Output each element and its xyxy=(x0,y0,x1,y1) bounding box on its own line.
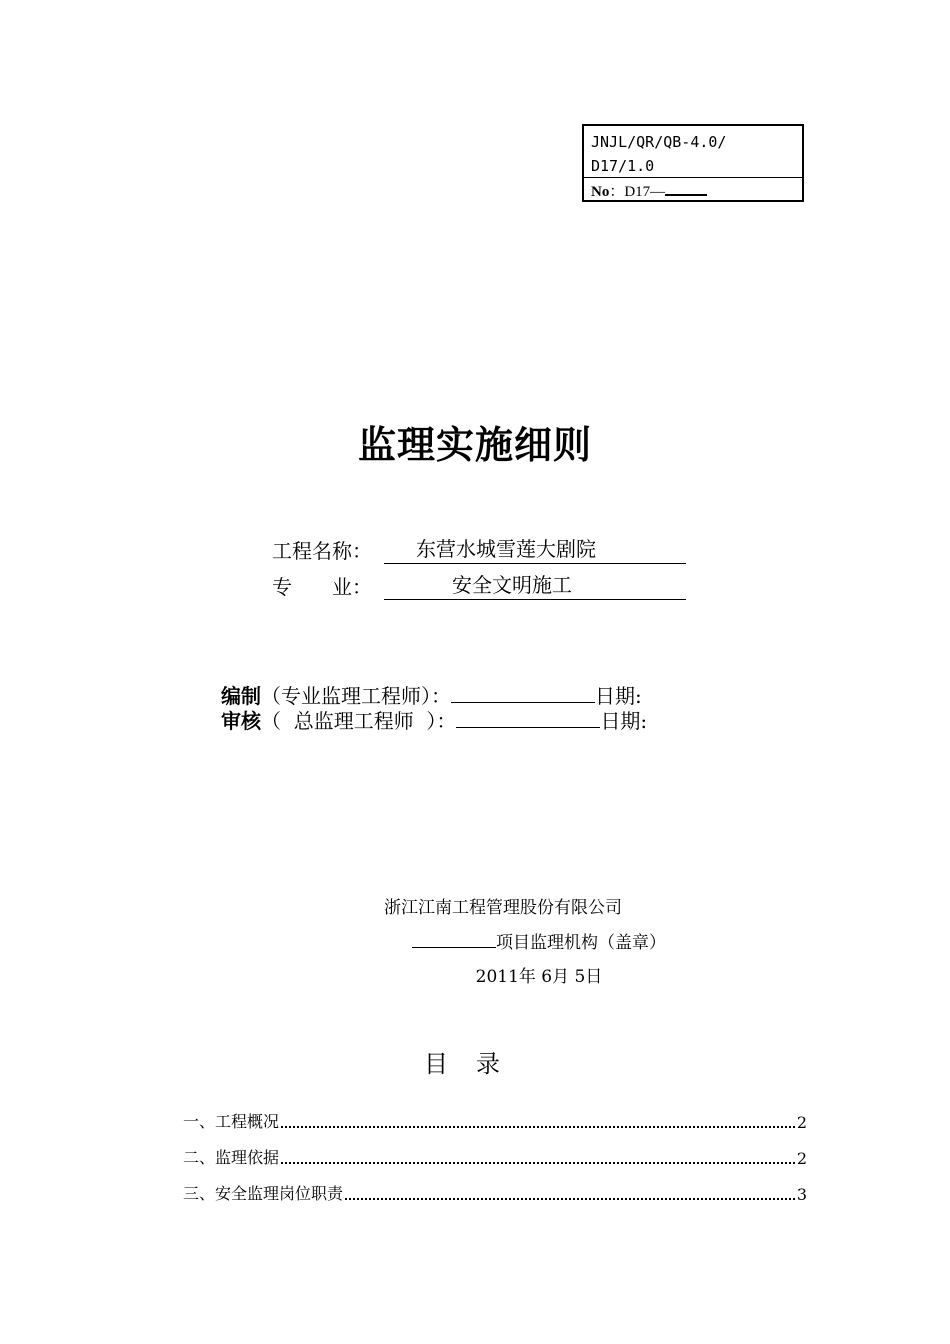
compile-role: （专业监理工程师）： xyxy=(261,684,451,708)
review-signature-row xyxy=(221,707,647,733)
toc-item[interactable] xyxy=(183,1110,807,1132)
review-blank xyxy=(456,707,600,728)
toc-leader xyxy=(281,1126,795,1128)
review-label: 审核 xyxy=(221,709,261,733)
project-name-text: 东营水城雪莲大剧院 xyxy=(416,537,596,561)
supervision-org xyxy=(412,928,666,953)
toc-item-label: 二、监理依据 xyxy=(183,1148,280,1167)
toc-item-label: 一、工程概况 xyxy=(183,1112,280,1131)
document-code-box xyxy=(582,124,804,202)
org-blank xyxy=(412,931,496,948)
toc-item-label: 三、安全监理岗位职责 xyxy=(183,1184,344,1203)
toc-item[interactable] xyxy=(183,1146,807,1168)
compile-date-label: 日期: xyxy=(595,684,642,708)
project-name-value xyxy=(384,536,686,564)
code-line-2: D17/1.0 xyxy=(591,157,655,175)
toc-item[interactable] xyxy=(183,1182,807,1204)
toc-item-page: 2 xyxy=(796,1149,807,1168)
org-label: 项目监理机构（盖章） xyxy=(496,933,666,953)
document-number xyxy=(591,180,707,202)
toc-leader xyxy=(281,1162,795,1164)
number-blank xyxy=(665,180,707,196)
toc-leader xyxy=(345,1198,795,1200)
toc-title-text: 目录 xyxy=(424,1050,528,1078)
compile-blank xyxy=(451,682,595,703)
divider xyxy=(584,177,802,178)
issue-date: 2011年 6月 5日 xyxy=(475,967,603,987)
compile-label: 编制 xyxy=(221,684,261,708)
page-title: 监理实施细则 xyxy=(357,423,592,467)
no-label: No xyxy=(591,184,610,200)
toc-item-page: 2 xyxy=(796,1113,807,1132)
review-role: （ 总监理工程师 ）： xyxy=(261,709,457,733)
no-value: ：D17— xyxy=(609,184,666,200)
company-name: 浙江江南工程管理股份有限公司 xyxy=(384,898,622,918)
specialty-row xyxy=(272,572,572,602)
specialty-text: 安全文明施工 xyxy=(452,573,572,597)
code-line-1: JNJL/QR/QB-4.0/ xyxy=(591,133,727,151)
specialty-value xyxy=(384,572,686,600)
specialty-label: 专 业： xyxy=(272,575,372,599)
project-name-row xyxy=(272,536,596,566)
project-name-label: 工程名称： xyxy=(272,539,372,563)
review-date-label: 日期: xyxy=(600,709,648,733)
toc-title xyxy=(0,1044,950,1079)
toc-item-page: 3 xyxy=(796,1185,807,1204)
document-code xyxy=(591,130,726,178)
compile-signature-row xyxy=(221,682,642,708)
